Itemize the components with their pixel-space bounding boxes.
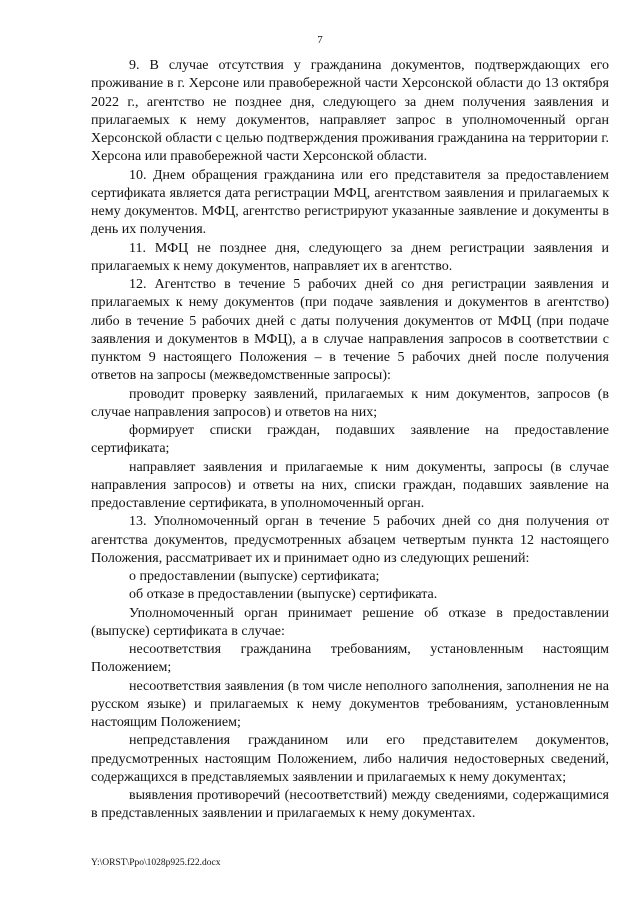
paragraph-13-item-1: о предоставлении (выпуске) сертификата; bbox=[129, 569, 380, 584]
refusal-item-1: несоответствия гражданина требованиям, установленным настоящим Положением; bbox=[91, 642, 609, 676]
paragraph-12-item-1: проводит проверку заявлений, прилагаемых к ним документов, запросов (в случае направления запросов) и ответов на них; bbox=[91, 386, 609, 420]
refusal-item-3: непредставления гражданином или его представителем документов, предусмотренных настоящим Положением, либо наличия недостоверных сведений, содержащихся в представляемых заявлении и прилагаемых к нему документах; bbox=[91, 733, 609, 785]
paragraph-12: 12. Агентство в течение 5 рабочих дней со дня регистрации заявления и прилагаемых к нему документов (при подаче заявления и документов в агентство) либо в течение 5 рабочих дней с даты получения документов от МФЦ (при подаче заявления и документов в МФЦ), а в случае направления запросов в соответствии с пунктом 9 настоящего Положения – в течение 5 рабочих дней после получения ответов на запросы (межведомственные запросы): bbox=[91, 277, 609, 384]
document-body bbox=[91, 57, 609, 824]
paragraph-9: 9. В случае отсутствия у гражданина документов, подтверждающих его проживание в г. Херсоне или правобережной части Херсонской области до 13 октября 2022 г., агентство не позднее дня, следующего за днем получения заявления и прилагаемых к нему документов, направляет запрос в уполномоченный орган Херсонской области с целью подтверждения проживания гражданина на территории г. Херсона или правобережной части Херсонской области. bbox=[91, 58, 609, 165]
paragraph-11: 11. МФЦ не позднее дня, следующего за днем регистрации заявления и прилагаемых к нему документов, направляет их в агентство. bbox=[91, 240, 609, 274]
paragraph-10: 10. Днем обращения гражданина или его представителя за предоставлением сертификата является дата регистрации МФЦ, агентством заявления и прилагаемых к нему документов. МФЦ, агентство регистрируют указанные заявление и документы в день их получения. bbox=[91, 167, 609, 238]
paragraph-13-item-2: об отказе в предоставлении (выпуске) сертификата. bbox=[129, 587, 438, 603]
refusal-item-4: выявления противоречий (несоответствий) между сведениями, содержащимися в представленных заявлении и прилагаемых к нему документах. bbox=[91, 788, 609, 822]
paragraph-12-item-2: формирует списки граждан, подавших заявление на предоставление сертификата; bbox=[91, 423, 609, 457]
paragraph-13: 13. Уполномоченный орган в течение 5 рабочих дней со дня получения от агентства документов, предусмотренных абзацем четвертым пункта 12 настоящего Положения, рассматривает их и принимает одно из следующих решений: bbox=[91, 514, 609, 566]
refusal-intro: Уполномоченный орган принимает решение об отказе в предоставлении (выпуске) сертификата в случае: bbox=[91, 605, 609, 639]
paragraph-12-item-3: направляет заявления и прилагаемые к ним документы, запросы (в случае направления запросов) и ответы на них, списки граждан, подавших заявление на предоставление сертификата, в уполномоченный орган. bbox=[91, 459, 609, 511]
refusal-item-2: несоответствия заявления (в том числе неполного заполнения, заполнения не на русском языке) и прилагаемых к нему документов требованиям, установленным настоящим Положением; bbox=[91, 678, 609, 730]
file-path-footer: Y:\ORST\Ppo\1028p925.f22.docx bbox=[91, 858, 221, 868]
page-number: 7 bbox=[317, 34, 323, 46]
